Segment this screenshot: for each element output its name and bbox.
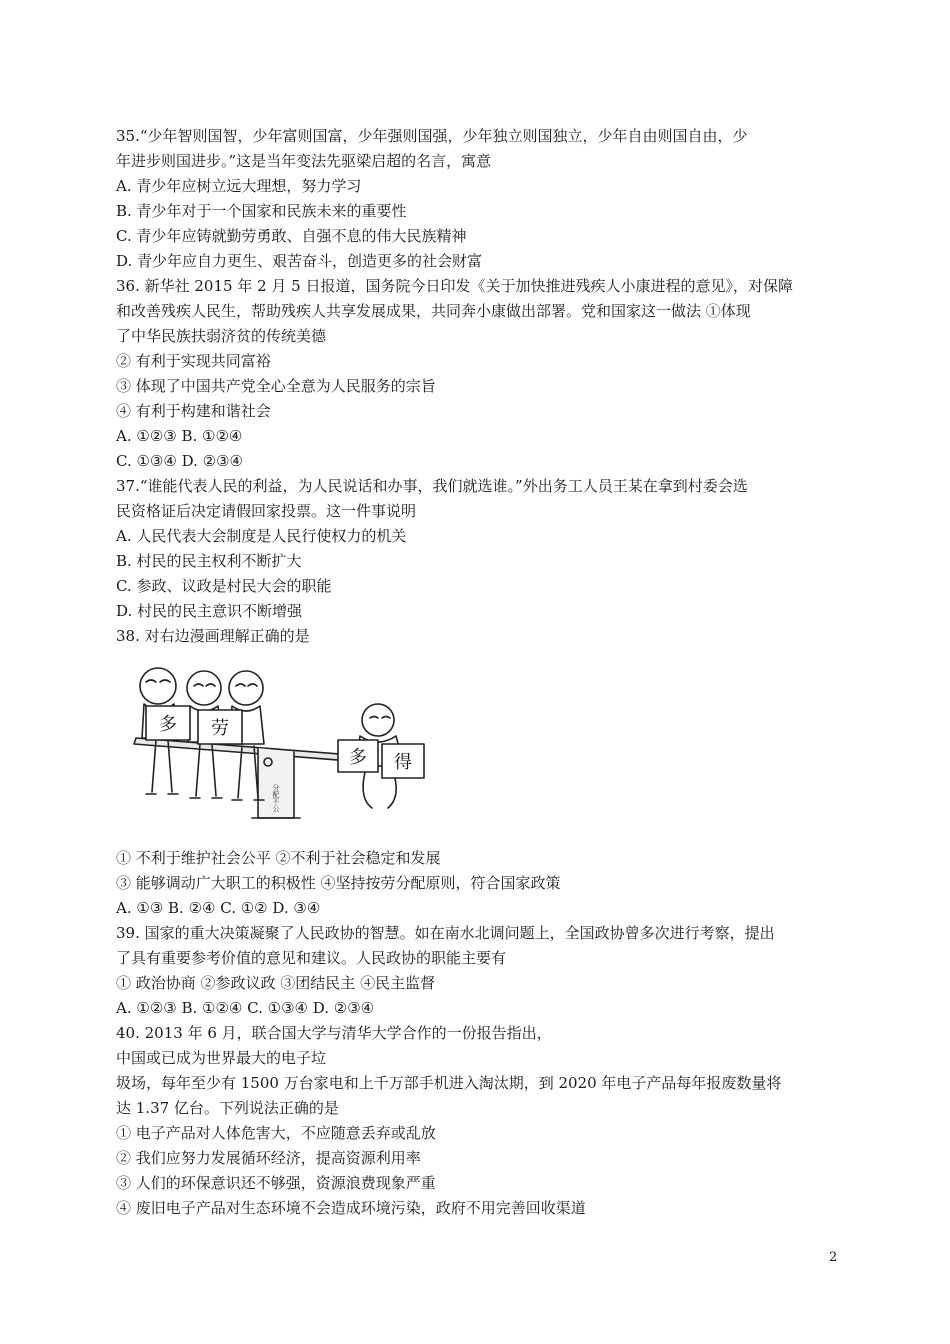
q37-option-a: A. 人民代表大会制度是人民行使权力的机关	[116, 527, 407, 545]
q38-items-34: ③ 能够调动广大职工的积极性 ④坚持按劳分配原则，符合国家政策	[116, 874, 561, 892]
q40-item-1: ① 电子产品对人体危害大，不应随意丢弃或乱放	[116, 1124, 436, 1142]
sign-left-1-text: 多	[159, 714, 177, 735]
q37-option-c: C. 参政、议政是村民大会的职能	[116, 577, 332, 595]
q39-options: A. ①②③ B. ①②④ C. ①③④ D. ②③④	[116, 999, 375, 1017]
q35-stem-line1: 35.“少年智则国智，少年富则国富，少年强则国强，少年独立则国独立，少年自由则国自由，少	[116, 127, 748, 145]
q39-stem-line1: 39. 国家的重大决策凝聚了人民政协的智慧。如在南水北调问题上，全国政协曾多次进行考察，提出	[116, 924, 775, 942]
q37-option-d: D. 村民的民主意识不断增强	[116, 602, 303, 620]
q38-stem: 38. 对右边漫画理解正确的是	[116, 627, 310, 645]
q35-option-d: D. 青少年应自力更生、艰苦奋斗，创造更多的社会财富	[116, 252, 483, 270]
q36-stem-line2: 和改善残疾人民生，帮助残疾人共享发展成果，共同奔小康做出部署。党和国家这一做法 ①体现	[116, 302, 751, 320]
sign-right-2-text: 得	[394, 752, 412, 773]
q35-option-c: C. 青少年应铸就勤劳勇敢、自强不息的伟大民族精神	[116, 227, 467, 245]
q35-option-a: A. 青少年应树立远大理想，努力学习	[116, 177, 362, 195]
sign-right-1-text: 多	[349, 747, 367, 768]
q37-stem-line2: 民资格证后决定请假回家投票。这一件事说明	[116, 502, 417, 520]
q36-options-cd: C. ①③④ D. ②③④	[116, 452, 243, 470]
q36-item-4: ④ 有利于构建和谐社会	[116, 402, 271, 420]
page-number: 2	[829, 1250, 838, 1265]
q40-item-4: ④ 废旧电子产品对生态环境不会造成环境污染，政府不用完善回收渠道	[116, 1199, 586, 1217]
q38-items-12: ① 不利于维护社会公平 ②不利于社会稳定和发展	[116, 849, 441, 867]
q39-items: ① 政治协商 ②参政议政 ③团结民主 ④民主监督	[116, 974, 436, 992]
sign-left-2-text: 劳	[211, 718, 229, 739]
q35-stem-line2: 年进步则国进步。”这是当年变法先驱梁启超的名言，寓意	[116, 152, 492, 170]
q40-stem-line2: 中国或已成为世界最大的电子垃	[116, 1049, 327, 1067]
q35-option-b: B. 青少年对于一个国家和民族未来的重要性	[116, 202, 407, 220]
q37-stem-line1: 37.“谁能代表人民的利益，为人民说话和办事，我们就选谁。”外出务工人员王某在拿到村委会选	[116, 477, 748, 495]
q39-stem-line2: 了具有重要参考价值的意见和建议。人民政协的职能主要有	[116, 949, 507, 967]
q36-item-2: ② 有利于实现共同富裕	[116, 352, 271, 370]
q36-stem-line3: 了中华民族扶弱济贫的传统美德	[116, 327, 327, 345]
q37-option-b: B. 村民的民主权利不断扩大	[116, 552, 302, 570]
post-text: 分配不公	[272, 784, 280, 812]
q40-stem-line3: 圾场，每年至少有 1500 万台家电和上千万部手机进入淘汰期，到 2020 年电子产品每年报废数量将	[116, 1074, 782, 1092]
q36-item-3: ③ 体现了中国共产党全心全意为人民服务的宗旨	[116, 377, 436, 395]
q38-options: A. ①③ B. ②④ C. ①② D. ③④	[116, 899, 321, 917]
q40-stem-line4: 达 1.37 亿台。下列说法正确的是	[116, 1099, 339, 1117]
q36-stem-line1: 36. 新华社 2015 年 2 月 5 日报道，国务院今日印发《关于加快推进残疾人小康进程的意见》，对保障	[116, 277, 793, 295]
seesaw-cartoon	[116, 652, 441, 830]
q40-item-2: ② 我们应努力发展循环经济，提高资源利用率	[116, 1149, 421, 1167]
q36-options-ab: A. ①②③ B. ①②④	[116, 427, 243, 445]
q40-stem-line1: 40. 2013 年 6 月，联合国大学与清华大学合作的一份报告指出，	[116, 1024, 552, 1042]
q40-item-3: ③ 人们的环保意识还不够强，资源浪费现象严重	[116, 1174, 436, 1192]
